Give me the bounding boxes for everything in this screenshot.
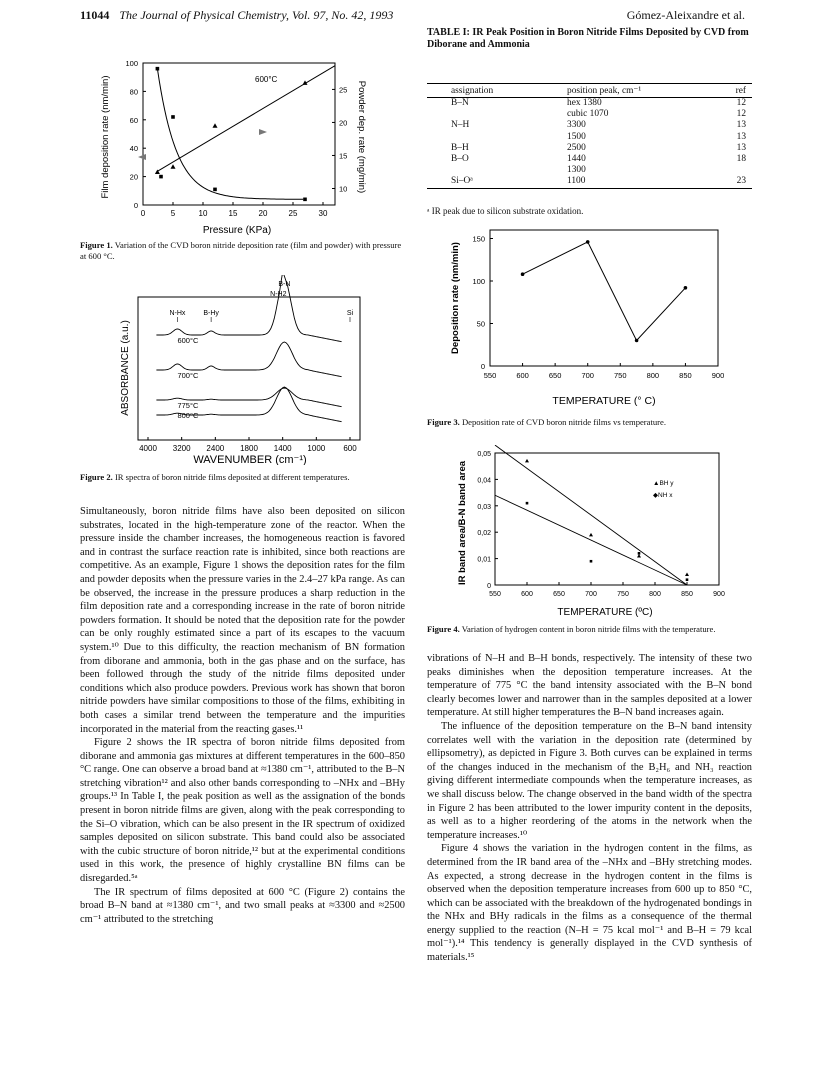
data-point <box>684 286 688 290</box>
x-tick-label: 600 <box>343 444 357 453</box>
x-axis-label: Pressure (KPa) <box>202 225 272 236</box>
figure-3-caption <box>427 417 752 428</box>
bh-data-point <box>525 459 529 463</box>
figure-2-label: Figure 2. <box>80 472 113 482</box>
powder-data-point <box>171 164 176 169</box>
table-cell: Si–Oᵃ <box>427 176 549 188</box>
powder-data-point <box>213 123 218 128</box>
y-tick-label-right: 10 <box>339 184 348 194</box>
x-tick-label: 30 <box>318 209 328 218</box>
paragraph: The influence of the deposition temperature on the B–N band intensity correlates well with the variation in the deposition rate (determined by ellipsometry), as depicted in Figure 3. Both curves can be explained in terms of the changes induced in the mechanism of the B₂H₆ and NH₃ reaction giving different intermediate compounds when the temperature increases, as we shall discuss below. The change observed in the band width of the spectra in Figure 2 has been attributed to the lower impurity content in the deposits, as well as to a higher reordering of the atoms in the network when the temperature increases.¹⁰ <box>427 720 752 841</box>
trace-label: 600°C <box>177 336 199 345</box>
paragraph: vibrations of N–H and B–H bonds, respectively. The intensity of these two peaks diminishes when the deposition temperature increases. At the temperature of 775 °C the band intensity associated with the B–N bond clearly becomes lower and narrower than in the samples deposited at a lower temperature. At still higher temperatures the B–N band increases again. <box>427 653 752 719</box>
figure-4-label: Figure 4. <box>427 624 460 634</box>
table-1 <box>427 83 752 189</box>
table-cell <box>427 109 549 120</box>
data-point <box>586 240 590 244</box>
journal-title: The Journal of Physical Chemistry, Vol. 97, No. 42, 1993 <box>119 8 394 22</box>
x-tick-label: 800 <box>649 591 661 598</box>
trace-label: 775°C <box>177 401 199 410</box>
y-tick-label: 0,04 <box>477 477 491 485</box>
figure-1-label: Figure 1. <box>80 240 113 250</box>
table-cell: 13 <box>736 131 746 142</box>
x-axis-label: WAVENUMBER (cm⁻¹) <box>193 454 307 465</box>
peak-label: N-Hx <box>169 310 186 317</box>
figure-4-caption <box>427 624 752 635</box>
table-cell: 12 <box>736 98 746 108</box>
y-tick-label-right: 20 <box>339 118 348 128</box>
x-tick-label: 3200 <box>172 444 191 453</box>
y-tick-label-left: 60 <box>129 115 138 125</box>
y-tick-label: 150 <box>472 234 485 244</box>
nh-data-point <box>526 502 529 505</box>
x-tick-label: 700 <box>585 591 597 598</box>
y-tick-label: 0 <box>487 583 491 590</box>
figure-4-caption-text: Variation of hydrogen content in boron nitride films with the temperature. <box>461 624 716 634</box>
plot-frame <box>495 453 719 585</box>
table-row <box>427 176 752 188</box>
figure-2-ir-spectra <box>100 275 390 465</box>
figure-3-chart <box>440 222 740 412</box>
col-header: ref <box>719 84 752 98</box>
x-tick-label: 750 <box>614 371 627 380</box>
y-tick-label-right: 15 <box>339 151 348 161</box>
table-cell: 12 <box>736 109 746 120</box>
y-tick-label-left: 80 <box>129 87 138 97</box>
series-powder-line <box>157 66 335 172</box>
y-tick-label-left: 40 <box>129 144 138 154</box>
y-tick-label-left: 20 <box>129 172 138 182</box>
trace-label: 700°C <box>177 371 199 380</box>
table-cell: 1100 <box>549 176 719 188</box>
table-cell: B–N <box>451 98 469 108</box>
spectrum-trace <box>156 275 341 342</box>
table-cell: 13 <box>736 142 746 153</box>
x-tick-label: 4000 <box>139 444 157 453</box>
table-cell: B–O <box>451 154 469 165</box>
figure-4-chart <box>445 445 730 620</box>
paragraph: Simultaneously, boron nitride films have also been deposited on silicon substrates, located in the high-temperature zone of the reactor. When the pressure inside the chamber increases, the homogeneous reaction is favored and in contrast the surface reaction rate is inhibited, since both reactions are competitive. As an example, Figure 1 shows the deposition rates for the film and powder deposits when the pressure varies in the 2.4–27 kPa range. As can be observed, the increase in the pressure produces a sharp reduction in the film deposition rate and a corresponding increase in the rate of boron nitride powders formation. It should be noted that the deposition rate for the powder can be only roughly estimated since a part of its escapes to the vacuum system.¹⁰ Due to this difficulty, the reaction mechanism of BN formation from diborane and ammonia, both in the gas phase and on the surface, has been followed through the study of the nitride films deposited under conditions which also produce powders. Previous work has shown that boron nitride powders have similar compositions to those of the films, exhibiting in both cases a similar trend between the temperature and the impurities incorporated in the material from the reacting gases.¹¹ <box>80 506 405 735</box>
y-tick-label: 0,03 <box>477 503 491 511</box>
table-cell: 13 <box>736 120 746 131</box>
x-tick-label: 800 <box>646 371 660 380</box>
x-tick-label: 650 <box>553 591 565 598</box>
y-tick-label: 0,05 <box>477 451 491 458</box>
y-tick-label-right: 25 <box>339 85 348 95</box>
x-tick-label: 2400 <box>206 444 225 453</box>
powder-axis-marker <box>259 129 267 135</box>
table-cell <box>427 165 549 176</box>
paragraph: Figure 4 shows the variation in the hydrogen content in the films, as determined from the IR band area of the –NHx and –BHy stretching modes. As expected, a strong decrease in the hydrogen content in the films is observed when the deposition temperature increases from 600 up to 850 °C, which can be associated with the breakdown of the hydrogenated bondings in the NHx and BHy radicals in the films as a consequence of the thermal energy supplied to the reaction (N–H = 75 kcal mol⁻¹ and B–H = 79 kcal mol⁻¹).¹⁴ This tendency is generally displayed in the CVD synthesis of materials.¹⁵ <box>427 843 752 964</box>
x-tick-label: 700 <box>581 371 594 380</box>
table-cell: 1300 <box>567 165 586 176</box>
table-cell: 23 <box>719 176 752 188</box>
figure-1-caption-text: Variation of the CVD boron nitride deposition rate (film and powder) with pressure at 600 °C. <box>80 240 402 261</box>
plot-frame <box>490 230 718 366</box>
y-axis-label-left: Film deposition rate (nm/min) <box>100 75 111 199</box>
table-row <box>427 154 752 165</box>
header-authors: Gómez-Aleixandre et al. <box>626 8 745 22</box>
x-tick-label: 850 <box>681 591 693 598</box>
y-axis-label-right: Powder dep. rate (mg/min) <box>356 80 367 194</box>
figure-2-caption-text: IR spectra of boron nitride films deposited at different temperatures. <box>114 472 350 482</box>
peak-label: Si <box>346 310 354 317</box>
figure-3-label: Figure 3. <box>427 417 460 427</box>
x-tick-label: 0 <box>140 209 146 218</box>
nh-data-point <box>590 560 593 563</box>
figure-1-chart <box>95 55 370 240</box>
table-cell <box>719 165 752 176</box>
x-tick-label: 5 <box>170 209 176 218</box>
legend-bh: ▲BH y <box>653 480 674 487</box>
y-axis-label: IR band area/B-N band area <box>457 460 468 586</box>
paragraph: The IR spectrum of films deposited at 600 °C (Figure 2) contains the broad B–N band at ≈1380 cm⁻¹, and two small peaks at ≈3300 and ≈2500 cm⁻¹ attributed to the stretching <box>80 886 405 925</box>
y-tick-label: 100 <box>472 277 485 286</box>
table-cell: 2500 <box>567 142 586 153</box>
peak-label: B-N <box>278 281 291 288</box>
peak-label: B-Hy <box>203 310 219 317</box>
x-axis-label: TEMPERATURE (ºC) <box>557 607 653 618</box>
film-data-point <box>213 188 217 192</box>
y-axis-label: Deposition rate (nm/min) <box>450 242 461 354</box>
figure-2-caption <box>80 472 405 483</box>
y-tick-label: 0 <box>480 362 485 371</box>
x-tick-label: 550 <box>489 591 501 598</box>
paragraph: Figure 2 shows the IR spectra of boron nitride films deposited from diborane and ammonia gas mixtures at different temperatures in the 600–850 °C range. One can observe a broad band at ≈1380 cm⁻¹, attributed to the B–N stretching vibration¹² and also other bands corresponding to –NHx and –BHy groups.¹³ In Table I, the peak position as well as the assignation of the bonds present in boron nitride films are given, along with the peak corresponding to the Si–O vibration, which can be also present in the IR spectrum of oxidized samples deposited on silicon substrate. This band could also be associated with the cubic structure of boron nitride,¹² but at the experimental conditions used in this work, the presence of highly crystalline BN films can be disregarded.⁵ᵃ <box>80 737 405 885</box>
table-cell: B–H <box>451 142 469 153</box>
table-row <box>427 132 752 143</box>
trace-label: 800°C <box>177 411 199 420</box>
y-tick-label-left: 100 <box>125 59 138 68</box>
y-tick-label-left: 0 <box>133 201 138 210</box>
header-left <box>80 8 393 23</box>
x-tick-label: 25 <box>288 209 298 218</box>
y-axis-label: ABSORBANCE (a.u.) <box>120 320 131 416</box>
x-tick-label: 850 <box>679 371 692 380</box>
peak-label: N-H2 <box>270 291 287 298</box>
x-tick-label: 750 <box>617 591 629 598</box>
y-tick-label: 50 <box>476 319 485 329</box>
x-tick-label: 900 <box>711 371 725 380</box>
x-tick-label: 10 <box>198 209 208 218</box>
legend <box>653 480 674 499</box>
series-film-curve <box>157 69 303 200</box>
bh-data-point <box>685 572 689 576</box>
table-1-title: TABLE I: IR Peak Position in Boron Nitride Films Deposited by CVD from Diborane and Ammonia <box>427 27 749 50</box>
x-tick-label: 650 <box>548 371 562 380</box>
x-tick-label: 1800 <box>240 444 258 453</box>
y-tick-label: 0,01 <box>477 556 491 564</box>
figure-1-caption <box>80 240 405 262</box>
film-data-point <box>159 175 163 179</box>
running-header <box>80 8 745 28</box>
legend-nh: ◆NH x <box>653 492 673 499</box>
table-row <box>427 98 752 110</box>
series-line <box>523 242 686 341</box>
table-cell: hex 1380 <box>567 98 602 108</box>
table-cell: 1440 <box>567 154 586 165</box>
figure-3-caption-text: Deposition rate of CVD boron nitride films vs temperature. <box>461 417 666 427</box>
table-row <box>427 120 752 131</box>
nh-data-point <box>686 578 689 581</box>
x-tick-label: 1400 <box>273 444 292 453</box>
film-data-point <box>171 115 175 119</box>
x-tick-label: 550 <box>483 371 497 380</box>
x-tick-label: 1000 <box>307 444 326 453</box>
page-number: 11044 <box>80 8 110 22</box>
x-tick-label: 15 <box>228 209 238 218</box>
nh-trend-line <box>495 495 687 585</box>
nh-data-point <box>638 552 641 555</box>
left-body-text <box>80 505 405 926</box>
film-data-point <box>303 198 307 202</box>
col-header: assignation <box>427 84 549 98</box>
film-axis-marker <box>138 154 146 160</box>
col-header: position peak, cm⁻¹ <box>549 84 719 98</box>
table-cell <box>427 132 549 143</box>
data-point <box>635 339 639 343</box>
bh-data-point <box>589 533 593 537</box>
y-tick-label: 0,02 <box>477 530 491 538</box>
film-data-point <box>156 67 160 71</box>
x-axis-label: TEMPERATURE (° C) <box>552 395 656 407</box>
table-cell: cubic 1070 <box>567 109 609 120</box>
table-row <box>427 109 752 120</box>
table-cell: 3300 <box>567 120 586 131</box>
right-body-text <box>427 652 752 965</box>
table-cell: 1500 <box>567 131 586 142</box>
table-cell: 18 <box>736 154 746 165</box>
table-1-footnote: ᵃ IR peak due to silicon substrate oxidation. <box>427 206 584 216</box>
x-tick-label: 20 <box>258 209 268 218</box>
annotation-temperature: 600°C <box>255 75 278 84</box>
data-point <box>521 272 525 276</box>
table-row <box>427 143 752 154</box>
bh-trend-line <box>495 445 687 585</box>
x-tick-label: 600 <box>521 591 533 598</box>
x-tick-label: 900 <box>713 591 725 598</box>
x-tick-label: 600 <box>516 371 529 380</box>
table-cell: N–H <box>451 120 470 131</box>
table-row <box>427 165 752 176</box>
